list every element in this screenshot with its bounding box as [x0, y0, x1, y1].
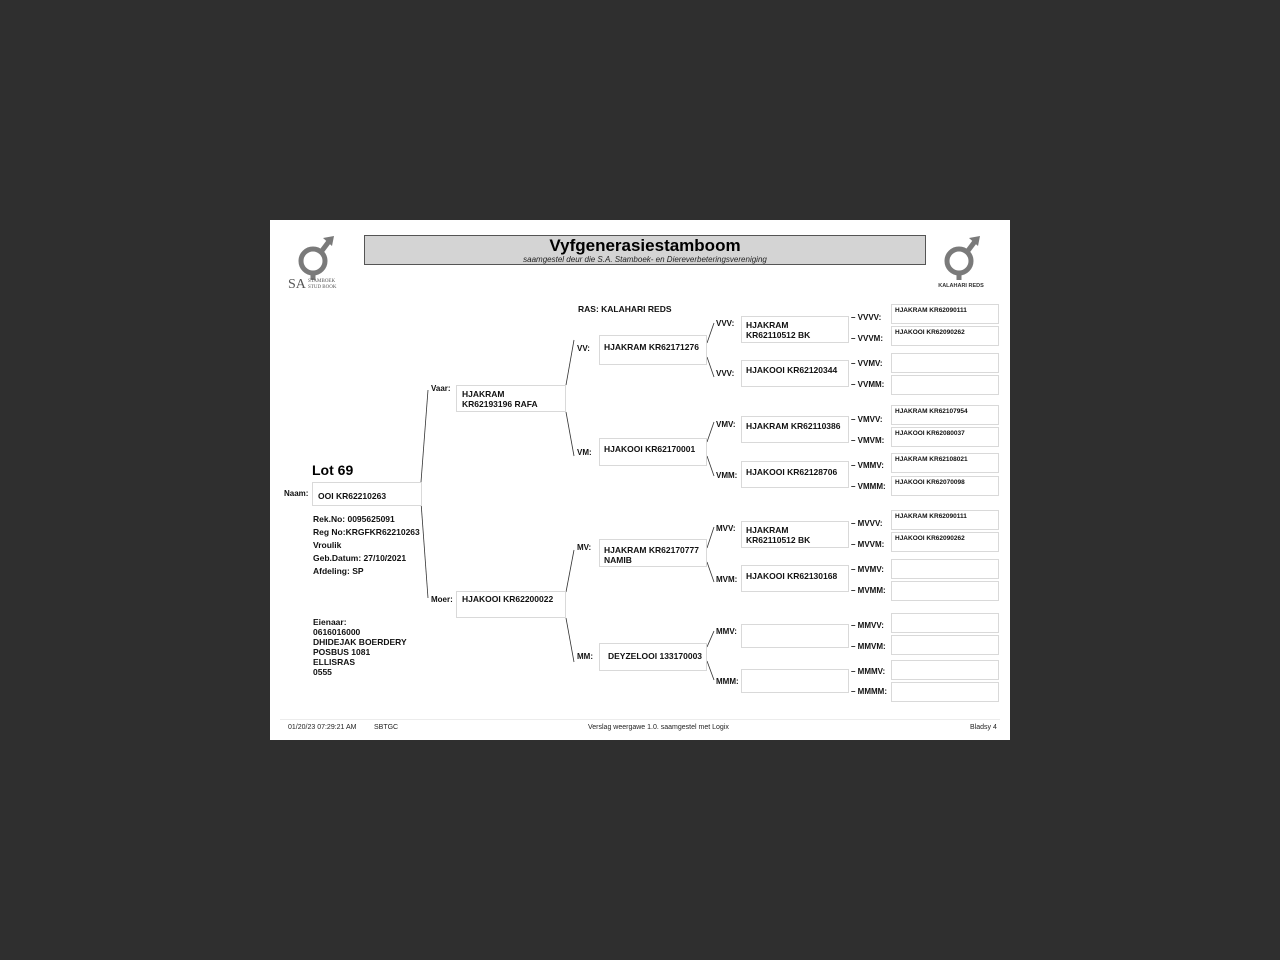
owner-number: 0616016000	[313, 627, 361, 637]
footer-divider	[280, 719, 1000, 720]
gen4-value: HJAKOOI KR62080037	[895, 430, 965, 437]
animal-name: OOI KR62210263	[318, 491, 387, 501]
mv-box	[599, 539, 707, 567]
gen4-box	[891, 510, 999, 530]
vmv-box	[741, 416, 849, 443]
gen4-value: HJAKRAM KR62108021	[895, 456, 968, 463]
sire-line-2: KR62193196 RAFA	[462, 399, 538, 409]
vvm-box	[741, 360, 849, 387]
mv-line-2: NAMIB	[604, 555, 632, 565]
mvm-label: MVM:	[716, 575, 738, 584]
sire-box	[456, 385, 566, 412]
vvv-line-1: HJAKRAM	[746, 320, 789, 330]
gen4-box	[891, 453, 999, 473]
vmm-value: HJAKOOI KR62128706	[746, 467, 838, 477]
gen4-label: – MMVV:	[851, 621, 884, 630]
animal-name-box	[312, 482, 422, 506]
vm-label: VM:	[577, 448, 592, 457]
gen4-label: – VMVV:	[851, 415, 883, 424]
vm-box	[599, 438, 707, 466]
gen4-box	[891, 635, 999, 655]
vmm-box	[741, 461, 849, 488]
gen4-value: HJAKRAM KR62090111	[895, 307, 967, 314]
gen4-box	[891, 353, 999, 373]
title-band	[364, 235, 926, 265]
mvm-box	[741, 565, 849, 592]
page-title: Vyfgenerasiestamboom	[549, 236, 741, 255]
vvm-value: HJAKOOI KR62120344	[746, 365, 838, 375]
sa-stud-book-logo	[288, 234, 350, 294]
gen4-box	[891, 427, 999, 447]
mmv-label: MMV:	[716, 627, 737, 636]
mvv-line-1: HJAKRAM	[746, 525, 789, 535]
sa-logo-small-1: STAMBOEK	[308, 279, 336, 284]
vmm-label: VMM:	[716, 471, 738, 480]
reg-no: Reg No:KRGFKR62210263	[313, 527, 420, 537]
gen4-label: – MVVV:	[851, 519, 883, 528]
kalahari-reds-logo	[932, 234, 994, 294]
lot-number: Lot 69	[312, 462, 354, 478]
gen4-box	[891, 375, 999, 395]
vvv-line-2: KR62110512 BK	[746, 330, 811, 340]
sa-logo-small-2: STUD BOOK	[308, 285, 337, 290]
gen4-label: – MMMV:	[851, 667, 886, 676]
gen4-label: – VVVV:	[851, 313, 882, 322]
gen4-label: – VVVM:	[851, 334, 884, 343]
owner-address-2: ELLISRAS	[313, 657, 356, 667]
gen4-box	[891, 326, 999, 346]
mmm-box	[741, 669, 849, 693]
sex: Vroulik	[313, 540, 342, 550]
vm-value: HJAKOOI KR62170001	[604, 444, 696, 454]
gen4-label: – VVMV:	[851, 359, 883, 368]
sire-label: Vaar:	[431, 384, 451, 393]
gen4-box	[891, 304, 999, 324]
gen4-box	[891, 532, 999, 552]
pedigree-page	[270, 220, 1010, 740]
mvv-label: MVV:	[716, 524, 736, 533]
sa-logo-letters: SA	[288, 277, 306, 292]
gen4-label: – MVMM:	[851, 586, 886, 595]
gender-symbol-icon	[932, 234, 994, 280]
gen4-value: HJAKOOI KR62070098	[895, 479, 965, 486]
gen4-label: – MMMM:	[851, 687, 887, 696]
mm-value: DEYZELOOI 133170003	[608, 651, 703, 661]
gen4-label: – VMMV:	[851, 461, 884, 470]
vvv-box	[741, 316, 849, 343]
mmm-label: MMM:	[716, 677, 739, 686]
page-subtitle: saamgestel deur die S.A. Stamboek- en Diereverbeteringsvereniging	[523, 255, 767, 264]
footer-code: SBTGC	[374, 724, 399, 731]
footer-page: Bladsy 4	[970, 724, 997, 731]
dam-label: Moer:	[431, 595, 453, 604]
mm-box	[599, 643, 707, 671]
dam-line-1: HJAKOOI KR62200022	[462, 594, 554, 604]
mmv-box	[741, 624, 849, 648]
sire-line-1: HJAKRAM	[462, 389, 505, 399]
vmv-value: HJAKRAM KR62110386	[746, 421, 841, 431]
name-label: Naam:	[284, 489, 309, 498]
gen4-value: HJAKOOI KR62090262	[895, 329, 965, 336]
gender-symbol-icon	[288, 234, 350, 280]
mv-line-1: HJAKRAM KR62170777	[604, 545, 699, 555]
mvv-line-2: KR62110512 BK	[746, 535, 811, 545]
vmv-label: VMV:	[716, 420, 736, 429]
gen4-box	[891, 613, 999, 633]
gen4-label: – MVVM:	[851, 540, 885, 549]
gen4-box	[891, 660, 999, 680]
gen4-box	[891, 682, 999, 702]
rek-no: Rek.No: 0095625091	[313, 514, 395, 524]
footer-datetime: 01/20/23 07:29:21 AM	[288, 724, 357, 731]
gen4-box	[891, 581, 999, 601]
mvm-value: HJAKOOI KR62130168	[746, 571, 838, 581]
gen4-box	[891, 559, 999, 579]
owner-name: DHIDEJAK BOERDERY	[313, 637, 407, 647]
footer-report: Verslag weergawe 1.0. saamgestel met Logix	[588, 724, 729, 731]
birth-date: Geb.Datum: 27/10/2021	[313, 553, 407, 563]
owner-address-1: POSBUS 1081	[313, 647, 371, 657]
gen4-label: – VMVM:	[851, 436, 885, 445]
owner-heading: Eienaar:	[313, 617, 347, 627]
kalahari-logo-text: KALAHARI REDS	[938, 283, 984, 289]
gen4-box	[891, 405, 999, 425]
mm-label: MM:	[577, 652, 593, 661]
vvm-label: VVV:	[716, 369, 735, 378]
division: Afdeling: SP	[313, 566, 364, 576]
vvv-label: VVV:	[716, 319, 735, 328]
vv-box	[599, 335, 707, 365]
breed-label: RAS: KALAHARI REDS	[578, 304, 672, 314]
vv-value: HJAKRAM KR62171276	[604, 342, 699, 352]
owner-code: 0555	[313, 667, 332, 677]
vv-label: VV:	[577, 344, 590, 353]
gen4-value: HJAKRAM KR62107954	[895, 408, 968, 415]
gen4-label: – VMMM:	[851, 482, 886, 491]
dam-box	[456, 591, 566, 618]
mvv-box	[741, 521, 849, 548]
gen4-label: – MMVM:	[851, 642, 886, 651]
gen4-label: – VVMM:	[851, 380, 885, 389]
mv-label: MV:	[577, 543, 592, 552]
gen4-value: HJAKRAM KR62090111	[895, 513, 967, 520]
gen4-label: – MVMV:	[851, 565, 884, 574]
gen4-box	[891, 476, 999, 496]
gen4-value: HJAKOOI KR62090262	[895, 535, 965, 542]
